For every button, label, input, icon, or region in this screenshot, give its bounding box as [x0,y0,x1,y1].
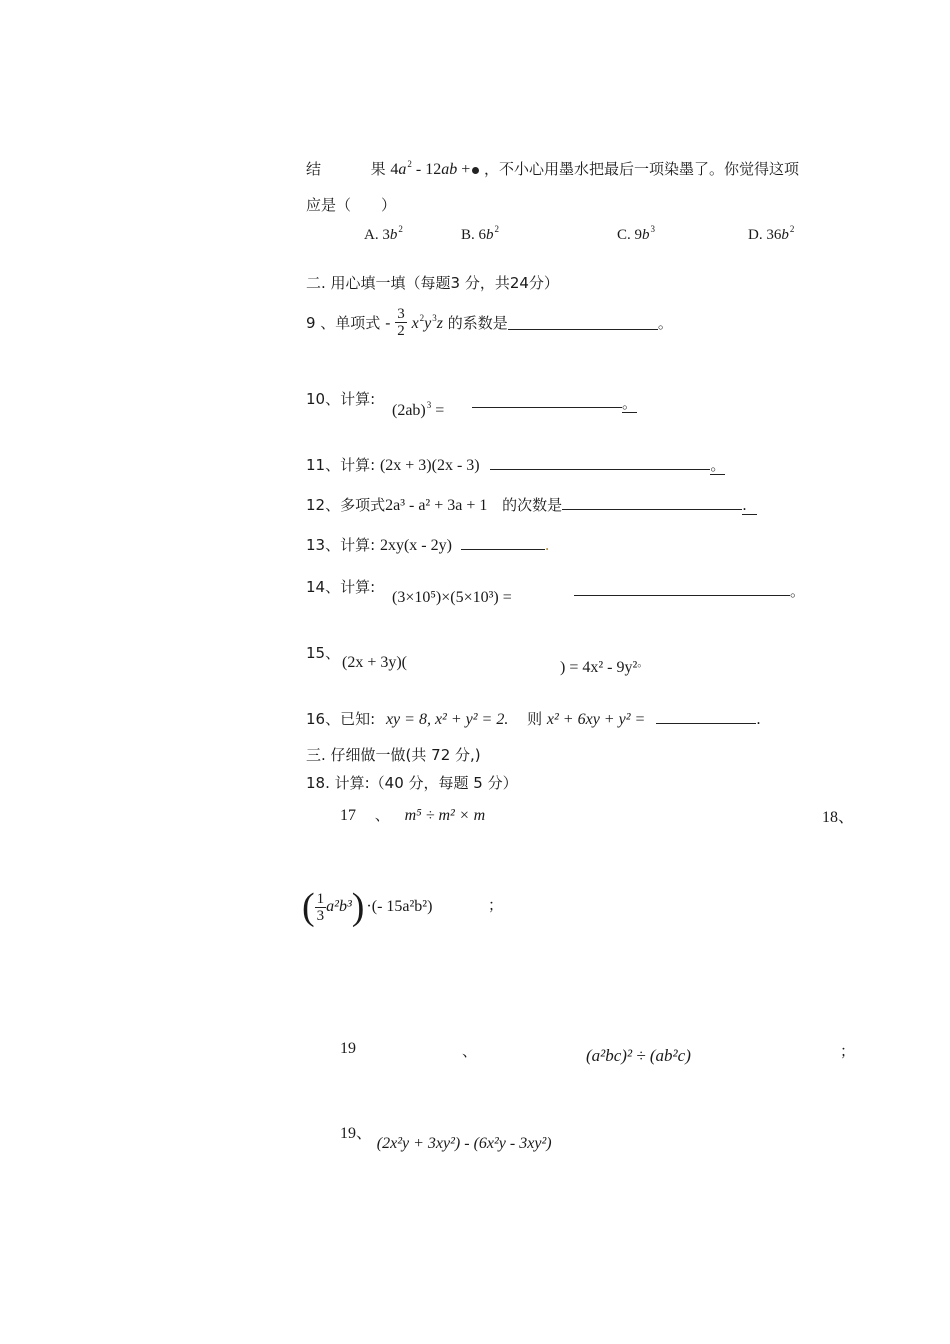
q14-answer[interactable]: 。 [574,580,805,601]
p19a-end: ； [840,1042,856,1060]
q8-option-b[interactable]: B. $6b^2$ [461,224,500,243]
open-paren: ( [302,886,315,928]
p19a-expression: (a²bc)² ÷ (ab²c) [586,1046,691,1065]
q10-number: 10、计算: [306,390,376,408]
q11-expression: (2x + 3)(2x - 3) [379,457,480,474]
p18-expression: ( $\frac{1}{3}$ a²b³) ·(- 15a²b²) [302,886,433,928]
q15-number: 15、 [306,644,341,662]
section3-title: 三. 仔细做一做(共 72 分,) [306,746,481,764]
p18-fraction: $\frac{1}{3}$ [316,890,325,924]
q13-expression: 2xy(x - 2y) [379,537,452,554]
q11-answer-blank[interactable] [490,455,710,470]
q16-ask: x² + 6xy + y² = [546,711,646,728]
q9-answer-blank[interactable] [508,315,658,330]
q11: 11、计算: (2x + 3)(2x - 3) 。 [306,456,726,474]
p18-number: 18、 [822,809,855,826]
q13-number: 13、计算: [306,536,376,554]
q12-number: 12、多项式 [306,496,386,514]
q18-header: 18. 计算:（40 分，每题 5 分） [306,774,518,792]
q8-option-a[interactable]: A. $3b^2$ [364,224,403,243]
p19a-number: 19 [340,1040,356,1057]
q12-tail: 的次数是 [502,496,563,514]
p18-end: ； [488,896,504,914]
q8-line2: 应是（ ） [306,196,397,214]
p17-expression: m⁵ ÷ m² × m [404,807,486,824]
q16-ask-prefix: 则 [527,710,543,728]
q8-expression: $4a^2 - 12ab$ + [390,161,479,178]
q14-number: 14、计算: [306,578,376,596]
q11-number: 11、计算: [306,456,376,474]
p18-tail: ·(- 15a²b²) [366,898,433,915]
p19b-number: 19、 [340,1125,373,1142]
q14-expression: (3×10⁵)×(5×10³) = [392,589,512,606]
q16: 16、已知: xy = 8, x² + y² = 2. 则 x² + 6xy + y² = . [306,710,761,728]
q16-given: xy = 8, x² + y² = 2. [385,711,509,728]
q15-expression-left: (2x + 3y)( [342,654,408,671]
q9: 9 、单项式 - $\frac{3}{2}$ $x^2y^3z$ 的系数是 。 [306,306,673,339]
q9-fraction: $\frac{3}{2}$ [397,306,405,339]
q15-expression-right: ) = 4x² - 9y²。 [560,657,649,676]
section2-title: 二. 用心填一填（每题3 分，共24分） [306,274,559,292]
q9-monomial: $x^2y^3z$ [411,312,444,332]
q16-answer-blank[interactable] [656,709,756,724]
p17-number: 17 [340,807,356,824]
q12-polynomial: 2a³ - a² + 3a + 1 [385,497,488,514]
p19b-expression: (2x²y + 3xy²) - (6x²y - 3xy²) [376,1135,552,1152]
q16-number: 16、已知: [306,710,376,728]
q8-line1 [306,158,799,179]
q12: 12、多项式2a³ - a² + 3a + 1 的次数是 . [306,494,757,515]
p17-sep: 、 [374,806,390,824]
q8-prefix-a: 结 [306,160,322,178]
q10-expression: $(2ab)^3$ = [392,400,445,419]
q9-number: 9 、单项式 - [306,314,391,332]
p19a-sep: 、 [462,1042,478,1060]
p19b [340,1120,552,1152]
q12-answer-blank[interactable] [562,495,742,510]
ink-blot-icon [472,167,479,174]
q13-answer-blank[interactable] [461,535,545,550]
q8-suffix: ，不小心用墨水把最后一项染墨了。你觉得这项 [484,160,800,178]
q8-option-d[interactable]: D. $36b^2$ [748,224,795,243]
q8-prefix-b: 果 [370,160,386,178]
q10-answer[interactable]: 。 [472,392,637,413]
p17 [340,804,485,825]
q13: 13、计算: 2xy(x - 2y) . [306,536,550,554]
q8-option-c[interactable]: C. $9b^3$ [617,224,656,243]
q9-tail: 的系数是 [447,314,508,332]
